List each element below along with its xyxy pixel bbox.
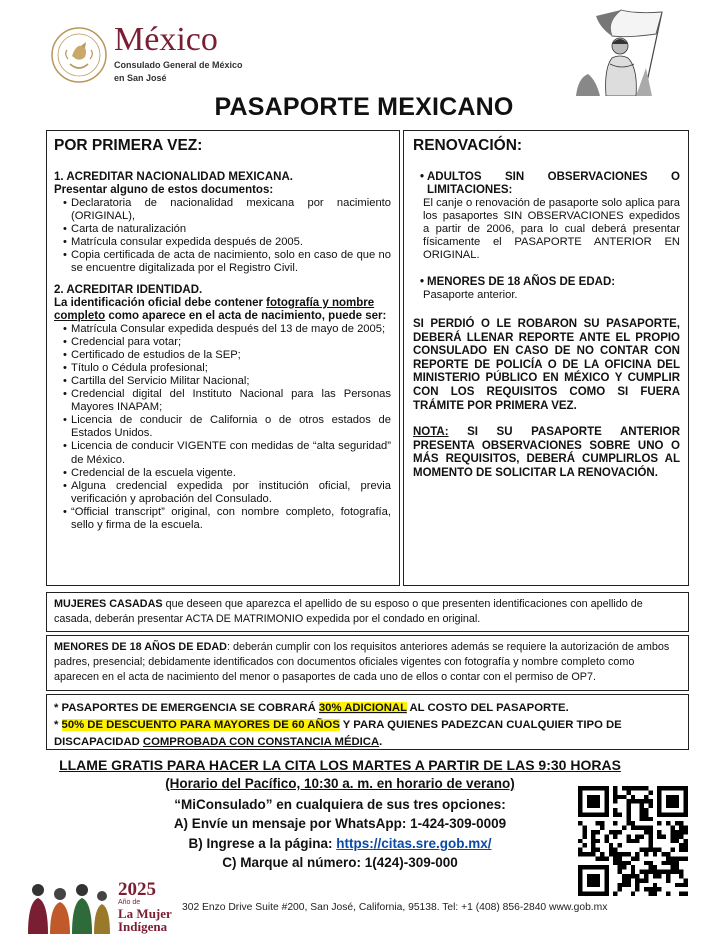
fee-text-end: AL COSTO DEL PASAPORTE.: [406, 702, 569, 714]
appointment-options: “MiConsulado” en cualquiera de sus tres opciones:: [174, 797, 506, 812]
consulate-name: Consulado General de México: [114, 60, 243, 70]
note-text: SI SU PASAPORTE ANTERIOR PRESENTA OBSERVACIONES SOBRE UNO O MÁS REQUISITOS, DEBERÁ CUMPLIRLOS AL MOMENTO DE SOLICITAR LA RENOVACIÓN.: [413, 426, 680, 479]
nationality-heading: 1. ACREDITAR NACIONALIDAD MEXICANA.: [54, 171, 293, 183]
appointment-link[interactable]: https://citas.sre.gob.mx/: [336, 836, 492, 851]
footer-address: 302 Enzo Drive Suite #200, San José, California, 95138. Tel: +1 (408) 856-2840 www.gob.mx: [182, 902, 608, 913]
adults-heading: • ADULTOS SIN OBSERVACIONES O LIMITACIONES:: [413, 171, 680, 197]
lost-passport-text: SI PERDIÓ O LE ROBARON SU PASAPORTE, DEBERÁ LLENAR REPORTE ANTE EL PROPIO CONSULADO EN CASO DE NO CONTAR CON REPORTE DE POLICÍA O DE LA OFICINA DEL MINISTERIO PÚBLICO EN MÉXICO Y CUMPLIR CON LOS REQUISITOS COMO SI FUERA TRÁMITE POR PRIMERA VEZ.: [413, 318, 680, 412]
discount-highlight: 50% DE DESCUENTO PARA MAYORES DE 60 AÑOS: [61, 719, 340, 731]
identity-sub-text: La identificación oficial debe contener: [54, 296, 267, 309]
list-item: • Carta de naturalización: [63, 223, 391, 236]
fee-highlight: 30% ADICIONAL: [318, 702, 407, 714]
married-women-box: [46, 592, 689, 632]
list-item: • Credencial para votar;: [63, 336, 391, 349]
identity-sub-text-end: como aparece en el acta de nacimiento, puede ser:: [105, 309, 387, 322]
discount-star: *: [54, 719, 62, 731]
minors-box: [46, 635, 689, 691]
list-item: • Matrícula consular expedida después de 2005.: [63, 236, 391, 249]
renewal-note: [413, 426, 680, 480]
first-time-section: [46, 130, 400, 586]
emergency-fee-line: [54, 700, 681, 717]
fee-text: * PASAPORTES DE EMERGENCIA SE COBRARÁ: [54, 702, 319, 714]
discount-underlined: COMPROBADA CON CONSTANCIA MÉDICA: [142, 736, 380, 748]
list-item: • Licencia de conducir VIGENTE con medidas de “alta seguridad” de México.: [63, 440, 391, 466]
minors-heading: • MENORES DE 18 AÑOS DE EDAD:: [413, 276, 680, 289]
year-caption-line-2: La Mujer: [118, 906, 172, 921]
qr-code-icon[interactable]: [578, 786, 688, 896]
year-of-indigenous-women-logo: [118, 880, 178, 933]
list-item: • Credencial de la escuela vigente.: [63, 467, 391, 480]
list-item: • Credencial digital del Instituto Nacional para las Personas Mayores INAPAM;: [63, 388, 391, 414]
brand-block: [114, 22, 243, 84]
consulate-city: en San José: [114, 73, 167, 83]
list-item: • Matrícula Consular expedida después del 13 de mayo de 2005;: [63, 323, 391, 336]
identity-heading: 2. ACREDITAR IDENTIDAD.: [54, 283, 203, 296]
nationality-documents-list: [63, 197, 391, 276]
woman-with-flag-illustration: [566, 8, 672, 96]
adults-text: El canje o renovación de pasaporte solo aplica para los pasaportes SIN OBSERVACIONES expedidos a partir de 2006, para lo cual deberá presentar físicamente el PASAPORTE ANTERIOR EN ORIGINAL.: [423, 197, 680, 261]
note-label: NOTA:: [413, 426, 449, 439]
identity-sub-underlined: fotografía y nombre completo: [54, 296, 375, 322]
discount-line: [54, 717, 681, 751]
married-text: que deseen que aparezca el apellido de su esposo o que presenten identificaciones con apellido de casada, deberán presentar ACTA DE MATRIMONIO expedida por el condado en original.: [54, 598, 643, 625]
list-item: • “Official transcript” original, con nombre completo, fotografía, sello y firma de la escuela.: [63, 506, 391, 532]
appointment-hours: (Horario del Pacífico, 10:30 a. m. en horario de verano): [165, 776, 515, 791]
list-item: • Licencia de conducir de California o de otros estados de Estados Unidos.: [63, 414, 391, 440]
list-item: • Alguna credencial expedida por institución oficial, previa verificación y aprobación del Consulado.: [63, 480, 391, 506]
renewal-section: [403, 130, 689, 586]
minors-text: Pasaporte anterior.: [423, 289, 518, 301]
phone-option: C) Marque al número: 1(424)-309-000: [222, 855, 458, 870]
identity-subheading: [54, 297, 391, 323]
list-item: • Copia certificada de acta de nacimiento, solo en caso de que no se encuentre digitalizada por el Registro Civil.: [63, 249, 391, 275]
indigenous-women-illustration: [22, 876, 114, 934]
year-caption-line-3: Indígena: [118, 919, 168, 934]
list-item: • Declaratoria de nacionalidad mexicana por nacimiento (ORIGINAL),: [63, 197, 391, 223]
married-label: MUJERES CASADAS: [54, 598, 163, 610]
fees-box: [46, 694, 689, 750]
list-item: • Cartilla del Servicio Militar Nacional;: [63, 375, 391, 388]
page-title: PASAPORTE MEXICANO: [214, 93, 514, 121]
renewal-title: RENOVACIÓN:: [413, 137, 523, 154]
whatsapp-option: A) Envíe un mensaje por WhatsApp: 1-424-309-0009: [173, 816, 507, 831]
first-time-title: POR PRIMERA VEZ:: [54, 137, 203, 154]
discount-text: Y PARA QUIENES PADEZCAN CUALQUIER TIPO DE DISCAPACIDAD: [54, 719, 622, 748]
page-header: [0, 0, 728, 130]
list-item: • Certificado de estudios de la SEP;: [63, 349, 391, 362]
list-item: • Título o Cédula profesional;: [63, 362, 391, 375]
web-option-label: B) Ingrese a la página:: [188, 836, 337, 851]
minors-box-text: : deberán cumplir con los requisitos anteriores además se requiere la autorización de ambos padres, presencial; debidamente identificados con documentos oficiales vigentes con fotografía y nombre completo como aparecen en el acta de nacimiento del menor o pasaportes de cada uno de ellos o contar con el permiso de OP7.: [54, 641, 670, 683]
discount-end: .: [379, 736, 383, 748]
year-number: 2025: [118, 879, 156, 900]
nationality-subheading: Presentar alguno de estos documentos:: [54, 184, 274, 196]
year-caption: Año de: [118, 899, 141, 906]
identity-documents-list: [63, 323, 391, 533]
brand-name: México: [114, 21, 218, 58]
eagle-seal-icon: [50, 26, 108, 84]
minors-box-label: MENORES DE 18 AÑOS DE EDAD: [54, 641, 227, 653]
appointment-heading: LLAME GRATIS PARA HACER LA CITA LOS MARTES A PARTIR DE LAS 9:30 HORAS: [59, 757, 621, 773]
